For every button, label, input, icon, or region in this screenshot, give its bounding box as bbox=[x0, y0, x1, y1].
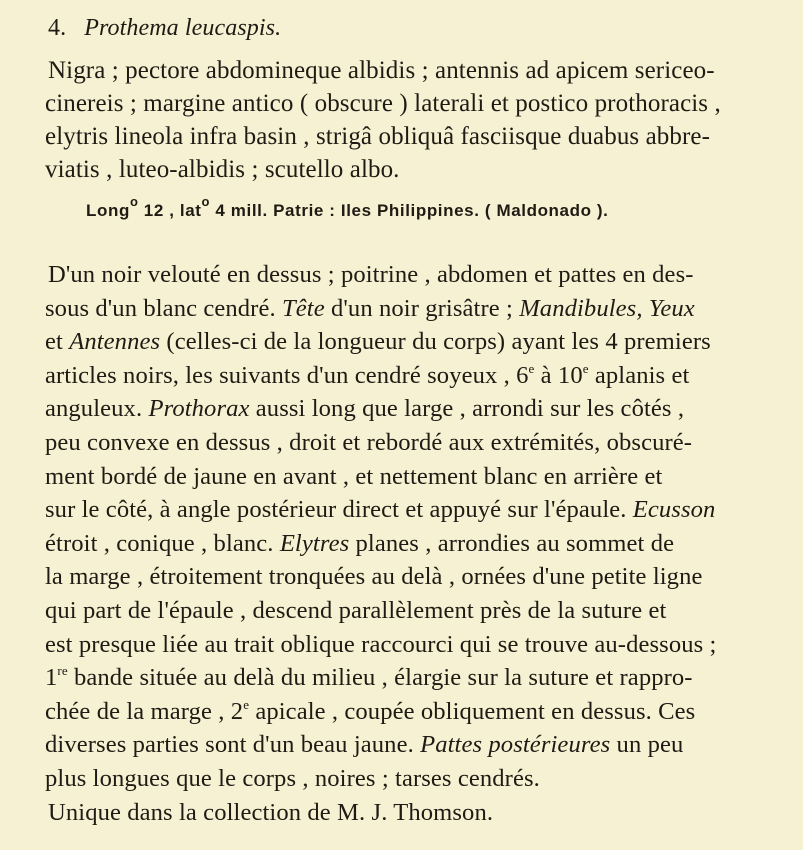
description-line: la marge , étroitement tronquées au delà , ornées d'une petite ligne bbox=[45, 563, 703, 591]
description-line: est presque liée au trait oblique raccourci qui se trouve au-dessous ; bbox=[45, 630, 717, 658]
text-run: anguleux. bbox=[45, 395, 149, 423]
meta-superscript: o bbox=[129, 194, 139, 209]
text-run: un peu bbox=[610, 731, 684, 759]
term-elytres: Elytres bbox=[279, 529, 350, 557]
description-line bbox=[45, 493, 779, 527]
meta-text: Long bbox=[86, 201, 130, 220]
superscript: e bbox=[243, 696, 250, 712]
meta-superscript: o bbox=[201, 194, 211, 209]
description-line bbox=[45, 359, 779, 393]
description-line bbox=[45, 325, 779, 359]
description-line bbox=[45, 728, 779, 762]
description-line bbox=[45, 661, 779, 695]
text-run: planes , arrondies au sommet de bbox=[349, 529, 675, 557]
text-run: diverses parties sont d'un beau jaune. bbox=[45, 731, 421, 759]
superscript: re bbox=[57, 663, 68, 679]
diagnosis-line: viatis , luteo-albidis ; scutello albo. bbox=[45, 156, 400, 183]
term-mandibules: Mandibules, Yeux bbox=[519, 294, 695, 322]
text-run: chée de la marge , 2 bbox=[45, 697, 244, 725]
meta-text: 12 , lat bbox=[138, 201, 202, 220]
diagnosis-line: elytris lineola infra basin , strigâ obliquâ fasciisque duabus abbre- bbox=[45, 123, 711, 150]
text-run: à 10 bbox=[534, 361, 583, 389]
term-ecusson: Ecusson bbox=[632, 496, 716, 524]
superscript: e bbox=[582, 360, 589, 376]
text-run: étroit , conique , blanc. bbox=[45, 529, 280, 557]
description-line: qui part de l'épaule , descend parallèlement près de la suture et bbox=[45, 596, 667, 624]
description-line: D'un noir velouté en dessus ; poitrine , abdomen et pattes en des- bbox=[48, 261, 694, 288]
text-run: articles noirs, les suivants d'un cendré soyeux , 6 bbox=[45, 361, 529, 389]
description-line bbox=[45, 695, 779, 729]
description-line: ment bordé de jaune en avant , et nettement blanc en arrière et bbox=[45, 462, 663, 490]
latin-diagnosis bbox=[45, 54, 779, 186]
measurements-and-locality bbox=[86, 194, 779, 224]
text-run: 1 bbox=[45, 664, 58, 692]
collection-note: Unique dans la collection de M. J. Thomson. bbox=[48, 798, 494, 826]
text-run: sur le côté, à angle postérieur direct et appuyé sur l'épaule. bbox=[45, 496, 633, 524]
species-number: 4. bbox=[48, 15, 67, 41]
text-run: sous d'un blanc cendré. bbox=[45, 294, 282, 322]
french-description bbox=[45, 258, 779, 829]
text-run: et bbox=[45, 328, 70, 356]
diagnosis-line: cinereis ; margine antico ( obscure ) laterali et postico prothoracis , bbox=[45, 90, 721, 117]
meta-text: 4 mill. Patrie : Iles Philippines. ( Maldonado ). bbox=[210, 201, 609, 220]
diagnosis-line: Nigra ; pectore abdomineque albidis ; antennis ad apicem sericeo- bbox=[48, 57, 715, 84]
text-run: bande située au delà du milieu , élargie sur la suture et rappro- bbox=[67, 664, 693, 692]
description-line: plus longues que le corps , noires ; tarses cendrés. bbox=[45, 764, 540, 792]
description-line bbox=[45, 527, 779, 561]
term-prothorax: Prothorax bbox=[148, 395, 250, 423]
species-heading bbox=[48, 12, 779, 44]
description-line: peu convexe en dessus , droit et rebordé aux extrémités, obscuré- bbox=[45, 428, 693, 456]
species-name: Prothema leucaspis. bbox=[84, 15, 282, 41]
term-pattes-posterieures: Pattes postérieures bbox=[420, 731, 611, 759]
term-antennes: Antennes bbox=[69, 328, 161, 356]
text-run: aplanis et bbox=[588, 361, 690, 389]
description-line bbox=[45, 292, 779, 326]
text-run: aussi long que large , arrondi sur les côtés , bbox=[249, 395, 685, 423]
description-line bbox=[45, 392, 779, 426]
text-run: (celles-ci de la longueur du corps) ayant les 4 premiers bbox=[160, 328, 711, 356]
term-tete: Tête bbox=[282, 294, 325, 322]
text-run: d'un noir grisâtre ; bbox=[324, 294, 520, 322]
superscript: e bbox=[528, 360, 535, 376]
text-run: apicale , coupée obliquement en dessus. Ces bbox=[249, 697, 696, 725]
